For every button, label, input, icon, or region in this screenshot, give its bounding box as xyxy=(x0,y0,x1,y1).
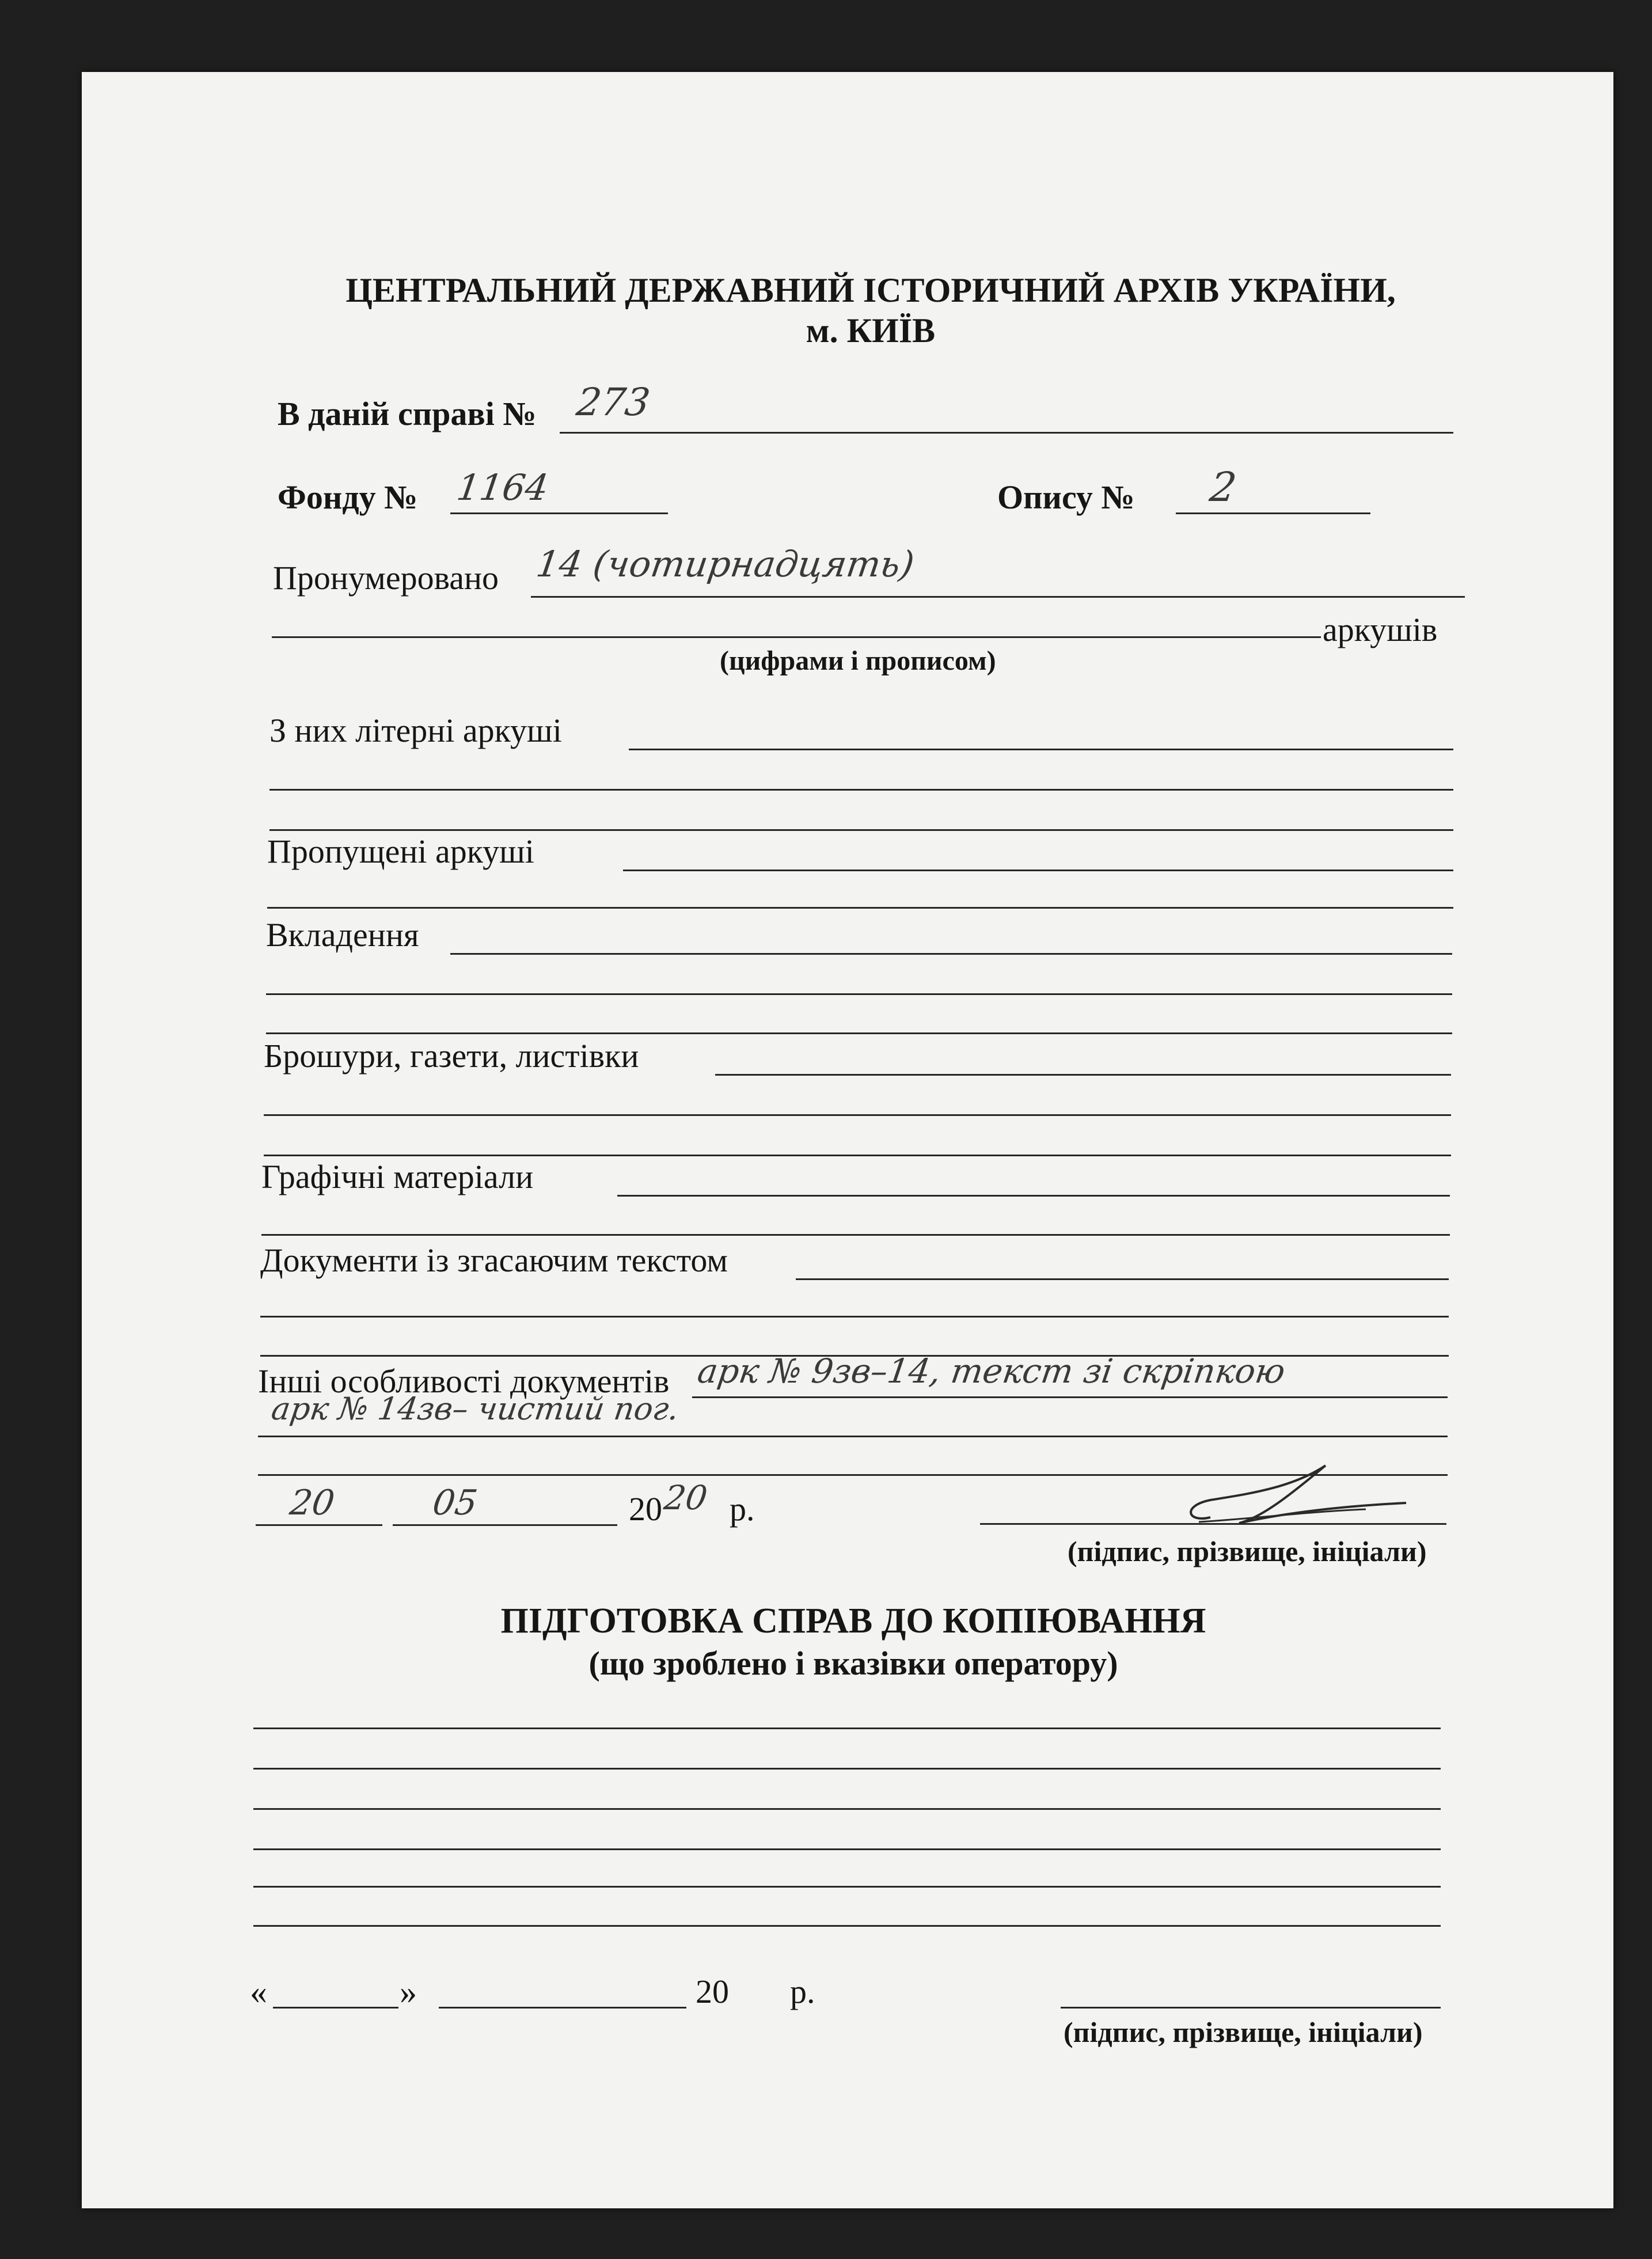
letter-sheets-line-2 xyxy=(269,789,1453,791)
section2-line-1 xyxy=(253,1728,1441,1729)
section2-subtitle: (що зроблено і вказівки оператору) xyxy=(588,1645,1118,1682)
brochures-label: Брошури, газети, листівки xyxy=(264,1037,639,1075)
date1-year-prefix: 20 xyxy=(629,1490,662,1528)
missing-sheets-label: Пропущені аркуші xyxy=(267,833,534,870)
brochures-line-3 xyxy=(264,1155,1451,1156)
case-underline xyxy=(560,432,1453,434)
archive-city: м. КИЇВ xyxy=(806,312,936,350)
date2-month-line xyxy=(439,2007,686,2009)
other-features-value-2: арк № 14зв– чистий пог. xyxy=(269,1391,681,1427)
letter-sheets-line-3 xyxy=(269,829,1453,831)
date1-month-line xyxy=(393,1524,617,1526)
section2-line-6 xyxy=(253,1925,1441,1927)
date1-sign-hint: (підпис, прізвище, ініціали) xyxy=(1068,1535,1427,1567)
date2-year: 20 xyxy=(696,1973,729,2010)
fading-docs-line xyxy=(796,1278,1449,1280)
attachments-line-2 xyxy=(266,993,1452,995)
date1-day-line xyxy=(256,1524,382,1526)
numbered-underline-2 xyxy=(272,636,1321,638)
letter-sheets-line xyxy=(629,749,1453,750)
date2-sign-line xyxy=(1061,2007,1441,2009)
date2-r: р. xyxy=(790,1973,815,2010)
numbered-hint: (цифрами і прописом) xyxy=(720,646,996,676)
case-label: В даній справі № xyxy=(278,395,537,432)
section2-line-4 xyxy=(253,1848,1441,1850)
section2-line-2 xyxy=(253,1768,1441,1770)
numbered-value: 14 (чотирнадцять) xyxy=(533,543,917,585)
date2-open-quote: « xyxy=(250,1973,267,2011)
other-features-label: Інші особливості документів xyxy=(258,1362,670,1400)
document-sheet xyxy=(82,72,1613,2208)
numbered-label: Пронумеровано xyxy=(273,559,499,597)
brochures-line xyxy=(715,1074,1451,1076)
section2-line-5 xyxy=(253,1886,1441,1888)
graphics-line xyxy=(617,1195,1450,1197)
date2-close-quote: » xyxy=(400,1973,417,2011)
other-features-value-1: арк № 9зв–14, текст зі скріпкою xyxy=(695,1351,1288,1391)
missing-sheets-line xyxy=(623,870,1453,871)
graphics-line-2 xyxy=(261,1234,1450,1236)
other-features-line-2 xyxy=(258,1436,1448,1437)
other-features-line xyxy=(692,1396,1448,1398)
archive-title: ЦЕНТРАЛЬНИЙ ДЕРЖАВНИЙ ІСТОРИЧНИЙ АРХІВ УКРАЇНИ, xyxy=(345,271,1396,309)
fading-docs-line-2 xyxy=(260,1316,1449,1318)
missing-sheets-line-2 xyxy=(267,907,1453,909)
date1-year-suffix: 20 xyxy=(662,1478,710,1517)
case-number: 273 xyxy=(574,380,653,424)
fond-underline xyxy=(450,512,668,514)
date1-day: 20 xyxy=(287,1483,337,1523)
numbered-underline xyxy=(531,596,1465,598)
opys-underline xyxy=(1176,512,1370,514)
fond-label: Фонду № xyxy=(278,479,418,516)
date1-sign-line xyxy=(980,1523,1446,1525)
date1-month: 05 xyxy=(430,1483,480,1523)
opys-number: 2 xyxy=(1207,464,1240,511)
opys-label: Опису № xyxy=(997,479,1135,516)
numbered-suffix: аркушів xyxy=(1323,611,1438,648)
date1-r: р. xyxy=(730,1490,755,1528)
signature-image xyxy=(1176,1454,1418,1535)
attachments-label: Вкладення xyxy=(266,916,419,954)
date2-day-line xyxy=(273,2007,398,2009)
section2-line-3 xyxy=(253,1808,1441,1810)
letter-sheets-label: З них літерні аркуші xyxy=(269,712,562,749)
fond-number: 1164 xyxy=(454,466,551,508)
attachments-line-3 xyxy=(266,1032,1452,1034)
graphics-label: Графічні матеріали xyxy=(261,1158,534,1195)
date2-sign-hint: (підпис, прізвище, ініціали) xyxy=(1064,2016,1423,2048)
attachments-line xyxy=(450,953,1452,955)
section2-title: ПІДГОТОВКА СПРАВ ДО КОПІЮВАННЯ xyxy=(500,1601,1206,1641)
brochures-line-2 xyxy=(264,1114,1451,1116)
fading-docs-label: Документи із згасаючим текстом xyxy=(260,1241,728,1279)
